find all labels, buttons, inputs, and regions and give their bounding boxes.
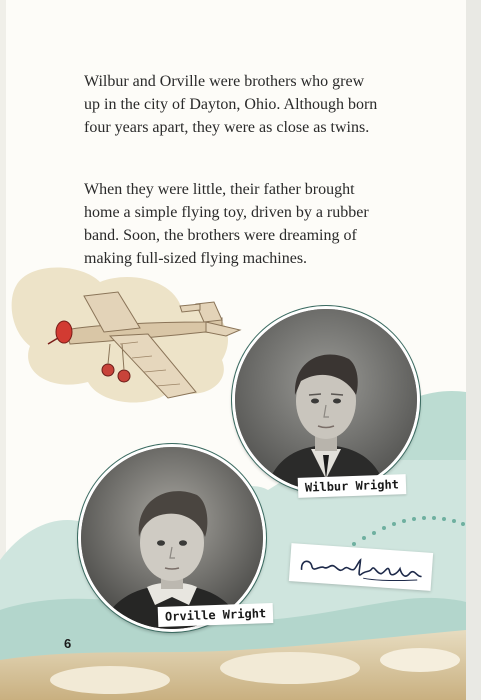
- orville-caption: Orville Wright: [158, 603, 274, 627]
- orville-photo: [81, 447, 263, 629]
- bottom-cloud-2: [220, 652, 360, 684]
- page-number: 6: [64, 636, 72, 651]
- bottom-cloud-1: [50, 666, 170, 694]
- wilbur-caption: Wilbur Wright: [298, 474, 407, 498]
- wilbur-portrait: [232, 306, 420, 494]
- paragraph-brothers: Wilbur and Orville were brothers who grew up in the city of Dayton, Ohio. Although born four years apart, they were as close as twins.: [84, 73, 378, 136]
- paragraph-flying-toy: When they were little, their father brought home a simple flying toy, driven by a rubber band. Soon, the brothers were dreaming of making full-sized flying machines.: [84, 181, 369, 267]
- page-edge: [466, 0, 481, 700]
- bottom-cloud-3: [380, 648, 460, 672]
- wilbur-photo: [235, 309, 417, 491]
